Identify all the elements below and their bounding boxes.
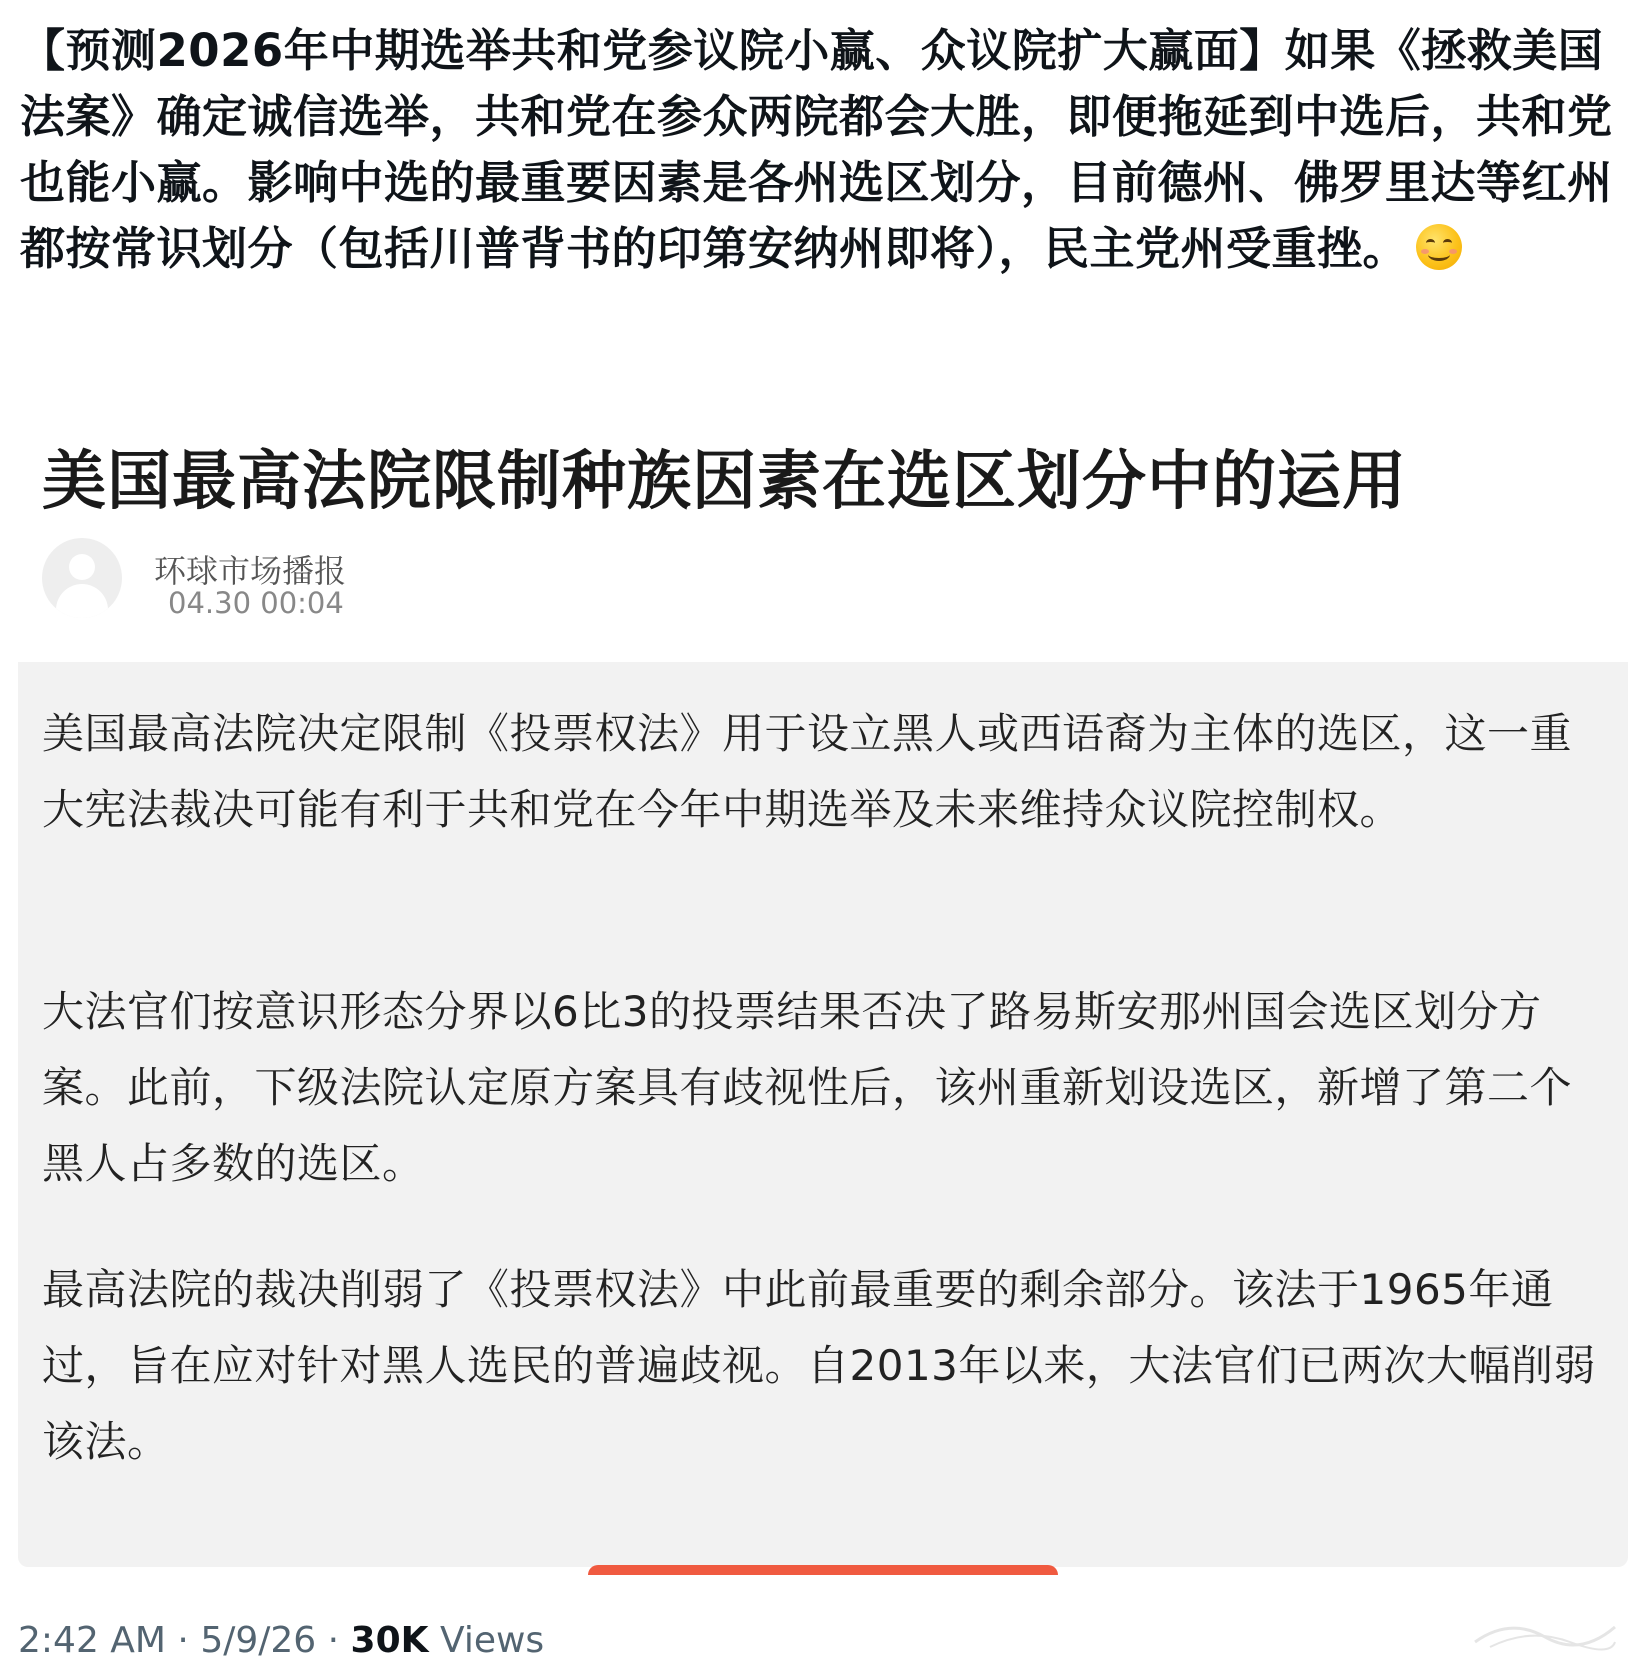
- article-paragraph: 美国最高法院决定限制《投票权法》用于设立黑人或西语裔为主体的选区，这一重大宪法裁决可能有利于共和党在今年中期选举及未来维持众议院控制权。: [42, 709, 1573, 834]
- article-paragraph: 大法官们按意识形态分界以6比3的投票结果否决了路易斯安那州国会选区划分方案。此前，下级法院认定原方案具有歧视性后，该州重新划设选区，新增了第二个黑人占多数的选区。: [42, 987, 1573, 1188]
- smiling-face-emoji-icon: [1416, 224, 1462, 270]
- article-body: [18, 662, 1628, 1567]
- attached-article-screenshot[interactable]: [18, 360, 1628, 1595]
- article-action-bar-edge: [588, 1565, 1058, 1575]
- article-title: 美国最高法院限制种族因素在选区划分中的运用: [42, 445, 1407, 519]
- post-meta: [18, 1620, 544, 1661]
- post-time[interactable]: 2:42 AM: [18, 1620, 166, 1661]
- author-avatar-icon: [42, 538, 122, 618]
- article-paragraph: 最高法院的裁决削弱了《投票权法》中此前最重要的剩余部分。该法于1965年通过，旨在应对针对黑人选民的普遍歧视。自2013年以来，大法官们已两次大幅削弱该法。: [42, 1265, 1596, 1466]
- post-date[interactable]: 5/9/26: [200, 1620, 317, 1661]
- article-timestamp: 04.30 00:04: [168, 586, 344, 620]
- author-name: 环球市场播报: [154, 552, 347, 590]
- views-label: Views: [440, 1620, 545, 1661]
- views-count: 30K: [350, 1620, 429, 1661]
- meta-separator: ·: [316, 1620, 351, 1661]
- post-text: [20, 18, 1620, 282]
- post-body: 【预测2026年中期选举共和党参议院小赢、众议院扩大赢面】如果《拯救美国法案》确定诚信选举，共和党在参众两院都会大胜，即便拖延到中选后，共和党也能小赢。影响中选的最重要因素是各州选区划分，目前德州、佛罗里达等红州都按常识划分（包括川普背书的印第安纳州即将），民主党州受重挫。: [20, 24, 1613, 275]
- meta-separator: ·: [165, 1620, 201, 1661]
- watermark-icon: [1470, 1612, 1620, 1652]
